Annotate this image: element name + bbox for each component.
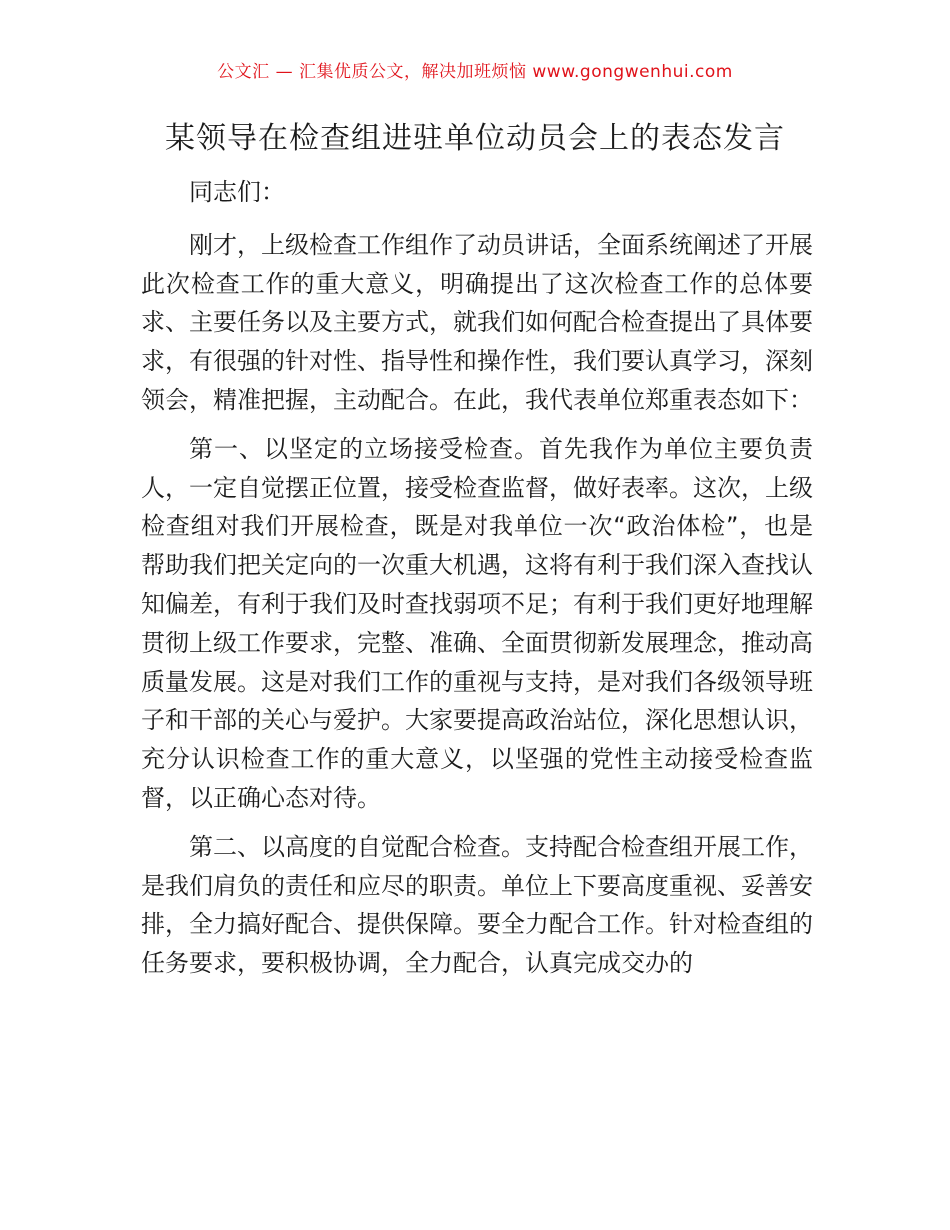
salutation: 同志们： <box>189 178 285 206</box>
header-banner[interactable]: 公文汇 — 汇集优质公文，解决加班烦恼 www.gongwenhui.com <box>217 62 733 82</box>
document-title: 某领导在检查组进驻单位动员会上的表态发言 <box>165 121 785 156</box>
paragraph-first-point: 第一、以坚定的立场接受检查。首先我作为单位主要负责人，一定自觉摆正位置，接受检查监督，做好表率。这次，上级检查组对我们开展检查，既是对我单位一次“政治体检”，也是帮助我们把关定向的一次重大机遇，这将有利于我们深入查找认知偏差，有利于我们及时查找弱项不足；有利于我们更好地理解贯彻上级工作要求，完整、准确、全面贯彻新发展理念，推动高质量发展。这是对我们工作的重视与支持，是对我们各级领导班子和干部的关心与爱护。大家要提高政治站位，深化思想认识，充分认识检查工作的重大意义，以坚强的党性主动接受检查监督，以正确心态对待。 <box>141 434 813 812</box>
paragraph-intro: 刚才，上级检查工作组作了动员讲话，全面系统阐述了开展此次检查工作的重大意义，明确提出了这次检查工作的总体要求、主要任务以及主要方式，就我们如何配合检查提出了具体要求，有很强的针对性、指导性和操作性，我们要认真学习，深刻领会，精准把握，主动配合。在此，我代表单位郑重表态如下： <box>141 230 813 414</box>
document-body <box>141 173 813 993</box>
paragraph-second-point: 第二、以高度的自觉配合检查。支持配合检查组开展工作，是我们肩负的责任和应尽的职责。单位上下要高度重视、妥善安排，全力搞好配合、提供保障。要全力配合工作。针对检查组的任务要求，要积极协调，全力配合，认真完成交办的 <box>141 832 813 978</box>
